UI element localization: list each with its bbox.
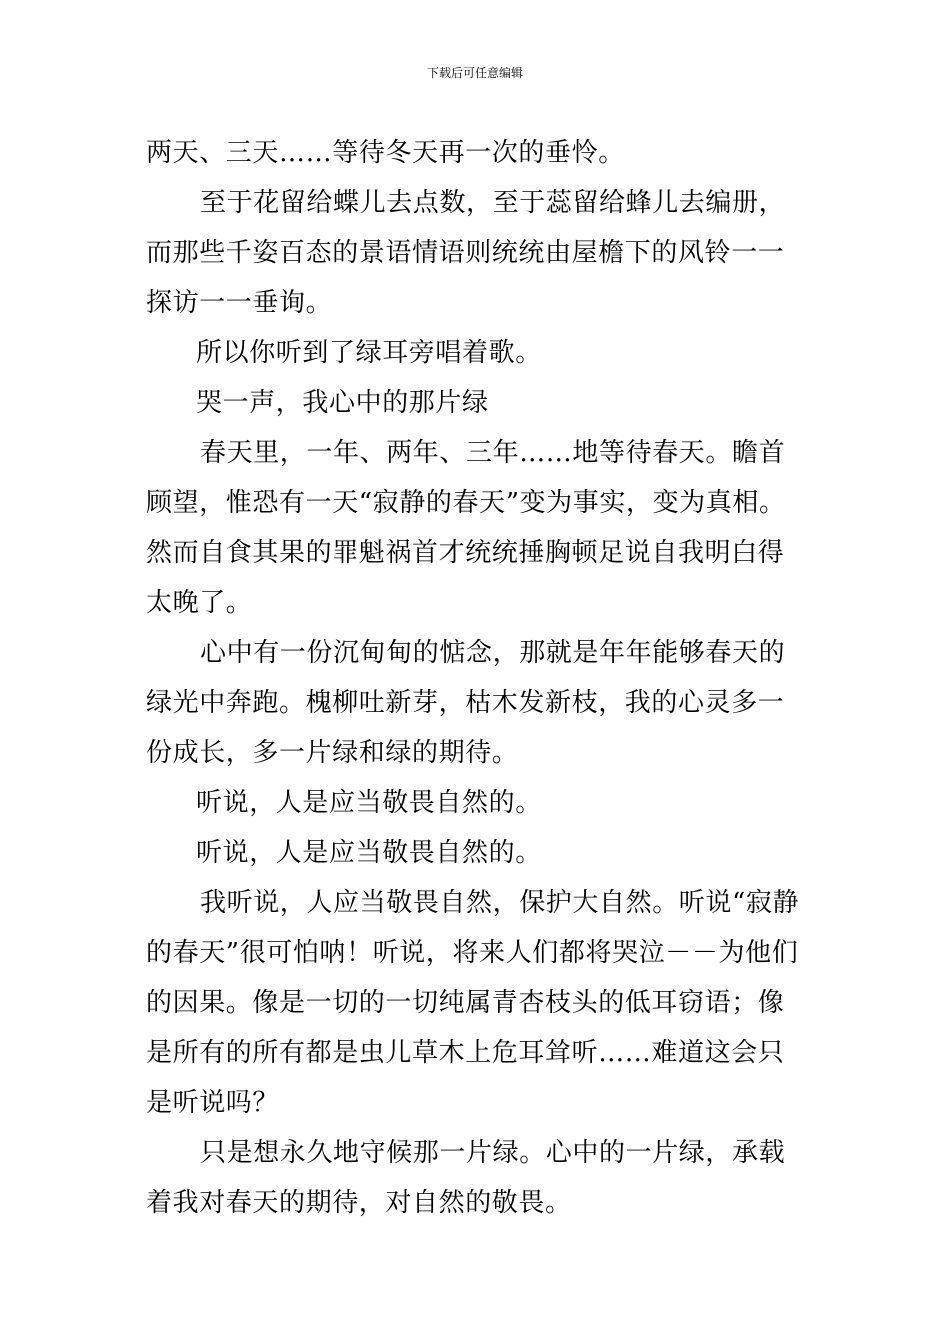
paragraph: 听说，人是应当敬畏自然的。 — [196, 838, 542, 868]
paragraph: 哭一声，我心中的那片绿 — [196, 388, 489, 418]
page-header: 下载后可任意编辑 — [426, 66, 523, 80]
paragraph: 春天里，一年、两年、三年……地等待春天。瞻首顾望，惟恐有一天“寂静的春天”变为事实，变为真相。然而自食其果的罪魁祸首才统统捶胸顿足说自我明白得太晚了。 — [146, 438, 786, 618]
paragraph: 只是想永久地守候那一片绿。心中的一片绿，承载着我对春天的期待，对自然的敬畏。 — [146, 1138, 786, 1218]
paragraph: 听说，人是应当敬畏自然的。 — [196, 788, 542, 818]
document-body — [146, 128, 808, 1228]
paragraph: 我听说，人应当敬畏自然，保护大自然。听说“寂静的春天”很可怕呐！听说，将来人们都将哭泣－－为他们的因果。像是一切的一切纯属青杏枝头的低耳窃语；像是所有的所有都是虫儿草木上危耳耸听……难道这会只是听说吗？ — [146, 888, 800, 1118]
paragraph: 至于花留给蝶儿去点数，至于蕊留给蜂儿去编册，而那些千姿百态的景语情语则统统由屋檐下的风铃一一探访一一垂询。 — [146, 188, 786, 318]
paragraph: 心中有一份沉甸甸的惦念，那就是年年能够春天的绿光中奔跑。槐柳吐新芽，枯木发新枝，我的心灵多一份成长，多一片绿和绿的期待。 — [146, 638, 786, 768]
paragraph: 所以你听到了绿耳旁唱着歌。 — [196, 338, 542, 368]
paragraph: 两天、三天……等待冬天再一次的垂怜。 — [146, 138, 625, 168]
